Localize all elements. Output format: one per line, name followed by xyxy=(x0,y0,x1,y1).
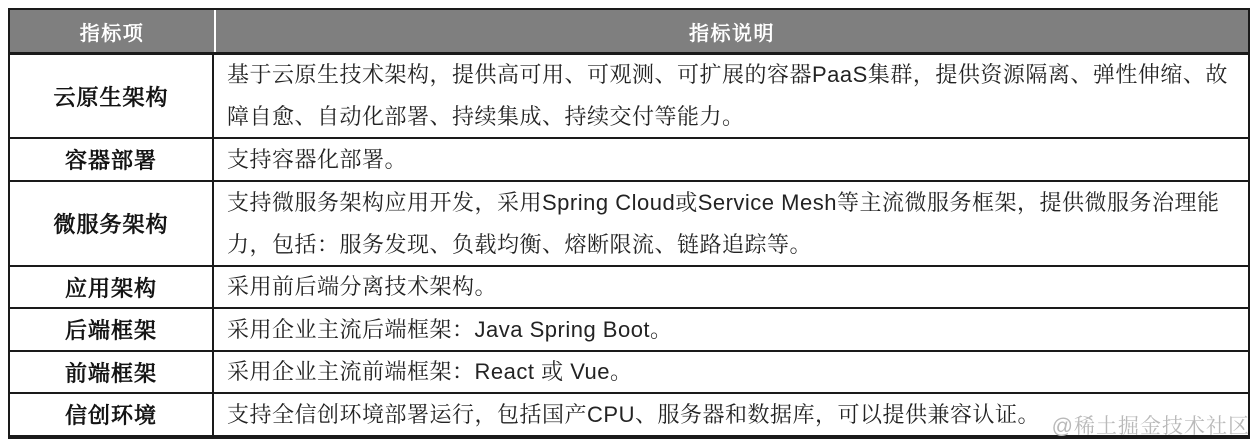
header-indicator-item: 指标项 xyxy=(79,22,145,45)
row-item-label: 前端框架 xyxy=(10,352,214,392)
table-row xyxy=(10,309,1248,352)
row-description: 采用企业主流前端框架：React 或 Vue。 xyxy=(227,359,633,384)
row-item-label: 信创环境 xyxy=(10,394,214,435)
header-indicator-description: 指标说明 xyxy=(214,10,1248,52)
row-item-label: 后端框架 xyxy=(10,309,214,350)
watermark: @稀土掘金技术社区 xyxy=(1051,415,1250,438)
row-item-label: 微服务架构 xyxy=(10,182,214,265)
indicator-table xyxy=(8,8,1250,439)
row-item-label: 应用架构 xyxy=(10,267,214,307)
row-description: 支持容器化部署。 xyxy=(227,146,408,172)
table-header-row xyxy=(10,10,1248,55)
table-row xyxy=(10,182,1248,267)
table-row xyxy=(10,55,1248,139)
row-description: 基于云原生技术架构，提供高可用、可观测、可扩展的容器PaaS集群，提供资源隔离、弹性伸缩、故障自愈、自动化部署、持续集成、持续交付等能力。 xyxy=(227,62,1228,129)
table-row xyxy=(10,267,1248,309)
row-item-label: 容器部署 xyxy=(10,139,214,180)
row-description: 支持全信创环境部署运行，包括国产CPU、服务器和数据库，可以提供兼容认证。 xyxy=(227,401,1040,427)
row-description: 采用企业主流后端框架：Java Spring Boot。 xyxy=(227,316,673,342)
row-description: 采用前后端分离技术架构。 xyxy=(227,274,498,299)
table-row xyxy=(10,139,1248,182)
row-item-label: 云原生架构 xyxy=(10,55,214,137)
table-row xyxy=(10,352,1248,394)
row-description: 支持微服务架构应用开发，采用Spring Cloud或Service Mesh等主流微服务框架，提供微服务治理能力，包括：服务发现、负载均衡、熔断限流、链路追踪等。 xyxy=(227,189,1220,257)
